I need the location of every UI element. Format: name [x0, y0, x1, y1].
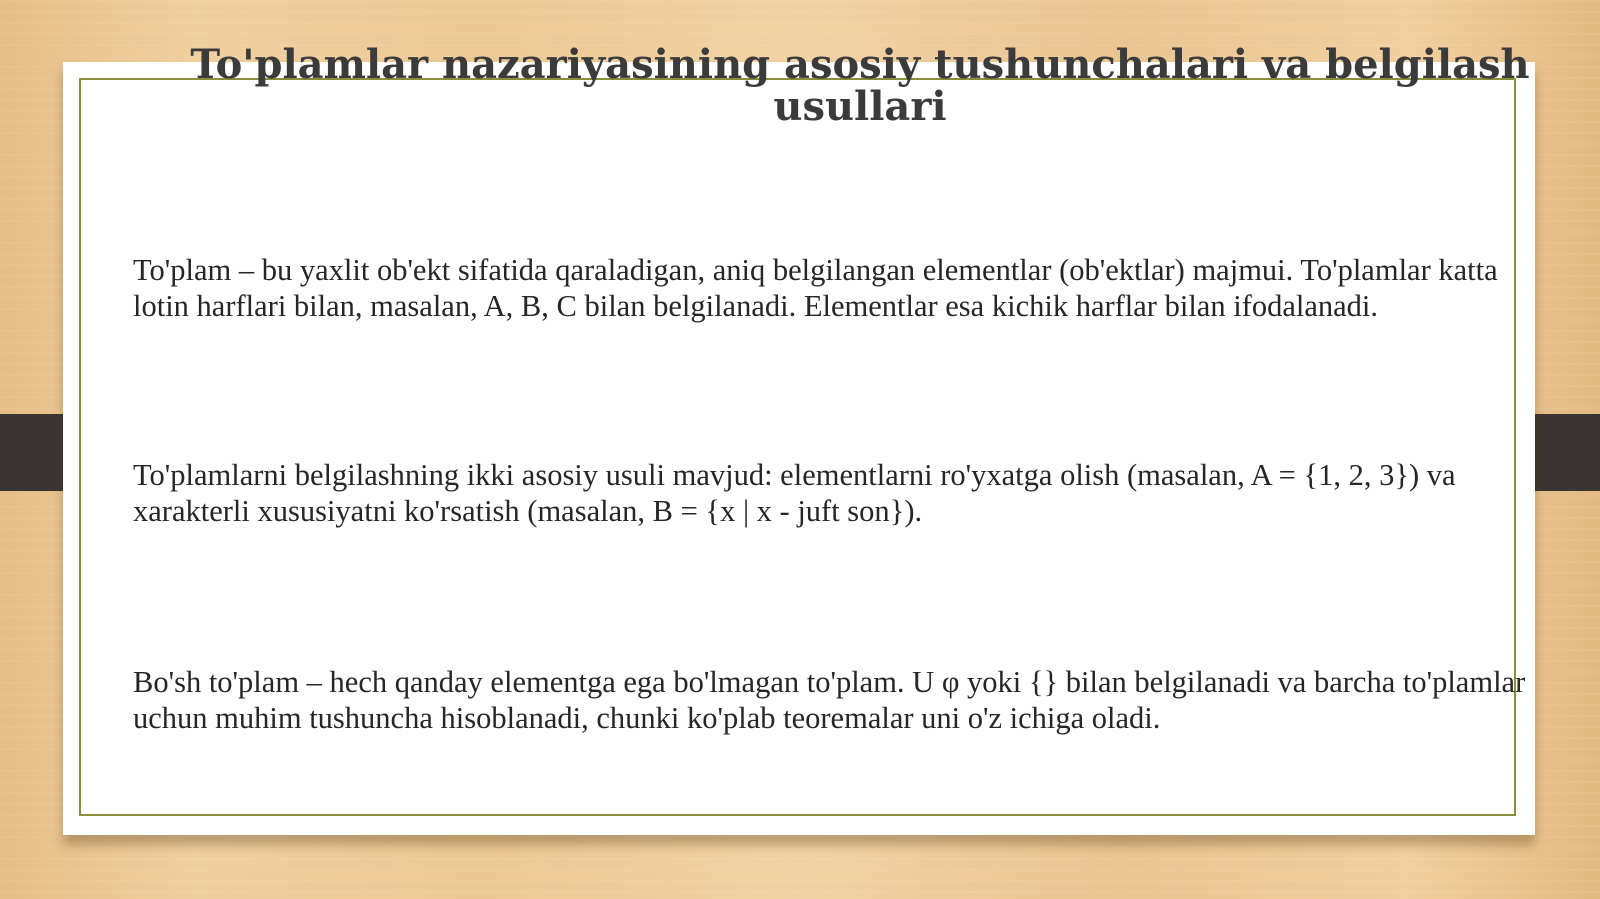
slide-title: To'plamlar nazariyasining asosiy tushunchalari va belgilash usullari: [190, 41, 1530, 130]
paragraph-set-definition: To'plam – bu yaxlit ob'ekt sifatida qaraladigan, aniq belgilangan elementlar (ob'ektlar) majmui. To'plamlar katta lotin harflari bilan, masalan, A, B, C bilan belgilanadi. Elementlar esa kichik harflar bilan ifodalanadi.: [133, 253, 1498, 323]
paragraph-notation-methods: To'plamlarni belgilashning ikki asosiy usuli mavjud: elementlarni ro'yxatga olish (masalan, A = {1, 2, 3}) va xarakterli xususiyatni ko'rsatish (masalan, B = {x | x - juft son}).: [133, 458, 1456, 528]
paragraph-empty-set: Bo'sh to'plam – hech qanday elementga ega bo'lmagan to'plam. U φ yoki {} bilan belgilanadi va barcha to'plamlar uchun muhim tushuncha hisoblanadi, chunki ko'plab teoremalar uni o'z ichiga oladi.: [133, 665, 1526, 735]
